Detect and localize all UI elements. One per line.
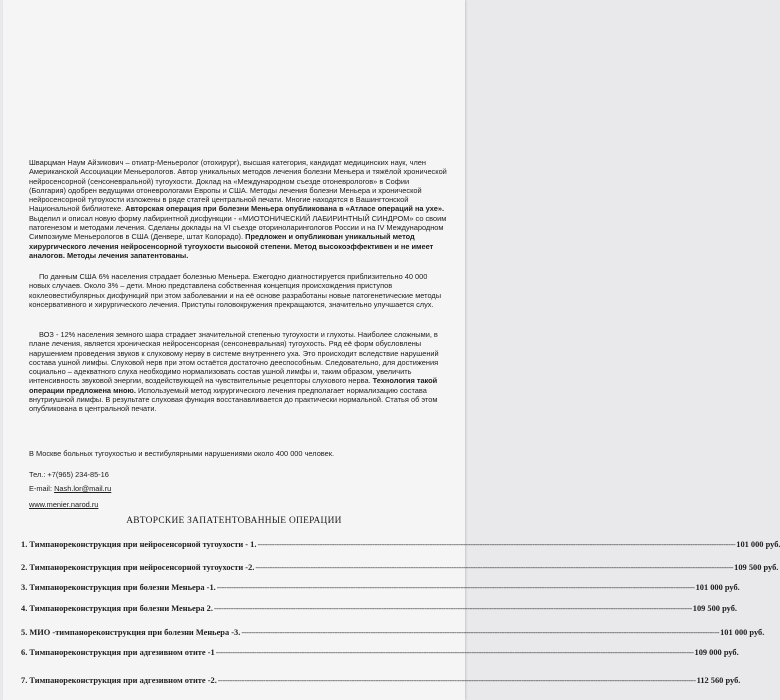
email-line	[29, 484, 111, 493]
operation-price: 109 500 руб.	[734, 563, 779, 572]
operation-name: 3. Тимпанореконструкция при болезни Меньера -1.	[21, 583, 216, 592]
operations-heading: АВТОРСКИЕ ЗАПАТЕНТОВАННЫЕ ОПЕРАЦИИ	[126, 516, 342, 526]
operation-row	[21, 676, 741, 686]
website-line	[29, 500, 98, 509]
email-link[interactable]: Nash.lor@mail.ru	[54, 484, 112, 493]
meniere-statistics-paragraph	[29, 272, 447, 309]
operation-row	[21, 604, 737, 614]
text-run: ВОЗ - 12% населения земного шара страдает значительной степенью тугоухости и глухоты. Наиболее сложными, в плане лечения, является хроническая нейросенсорная (сенсоневральная) тугоухость. Ряд её форм обусловлены нарушением проведения звуков к слуховому нерву в системе внутреннего уха. Это происходит вследствие нарушений состава ушной лимфы. Слуховой нерв при этом остаётся достаточно дееспособным. Следовательно, для достижения социально – адекватного слуха необходимо нормализовать состав ушной лимфы и, таким образом, увеличить интенсивность звуковой энергии, воздействующей на чувствительные рецепторы слухового нерва.	[29, 330, 439, 386]
operation-row	[21, 648, 739, 658]
dot-leader: --------------------------------------------------------------------------------------------------------------------------------------------------------------------------------------------------------	[241, 628, 720, 637]
operation-name: 4. Тимпанореконструкция при болезни Меньера 2.	[21, 604, 213, 613]
operation-price: 101 000 руб.	[720, 628, 765, 637]
operation-name: 2. Тимпанореконструкция при нейросенсорной тугоухости -2.	[21, 563, 255, 572]
hearing-loss-paragraph	[29, 330, 447, 414]
bold-text-run: Технология такой операции предложена мною.	[29, 376, 438, 395]
dot-leader: --------------------------------------------------------------------------------------------------------------------------------------------------------------------------------------------------------	[216, 583, 695, 592]
text-run: Выделил и описал новую форму лабиринтной дисфункции - «МИОТОНИЧЕСКИЙ ЛАБИРИНТНЫЙ СИНДРОМ» со своим патогенезом и методами лечения. Сделаны доклады на VI съезде оториноларингологов России и на IV Международном Симпозиуме Меньерологов в США (Денвере, штат Колорадо).	[29, 213, 447, 242]
operation-name: 6. Тимпанореконструкция при адгезивном отите -1	[21, 648, 215, 657]
text-run: Шварцман Наум Айзикович – отиатр-Меньеролог (отохирург), высшая категория, кандидат медицинских наук, член Американской Ассоциации Меньерологов. Автор уникальных методов лечения болезни Меньера и тяжёлой хронической нейросенсорной (сенсоневральной) тугоухости. Доклад на «Международном съезде отоневрологов» в Софии (Болгария) одобрен ведущими отоневрологами Европы и США. Методы лечения болезни Меньера и хронической нейросенсорной тугоухости изложены в ряде статей центральной печати. Многие находятся в Вашингтонской Национальной библиотеке.	[29, 158, 447, 214]
operation-price: 109 500 руб.	[692, 604, 737, 613]
operation-row	[21, 563, 779, 573]
operation-price: 101 000 руб.	[736, 540, 780, 549]
text-run: В Москве больных тугоухостью и вестибулярными нарушениями около 400 000 человек.	[29, 449, 335, 458]
document-page	[3, 0, 780, 700]
website-link[interactable]: www.menier.narod.ru	[29, 500, 99, 509]
dot-leader: --------------------------------------------------------------------------------------------------------------------------------------------------------------------------------------------------------	[217, 676, 696, 685]
operation-name: 1. Тимпанореконструкция при нейросенсорной тугоухости - 1.	[21, 540, 257, 549]
doctor-bio-paragraph	[29, 158, 447, 260]
operation-price: 112 560 руб.	[696, 676, 741, 685]
phone-line: Тел.: +7(965) 234-85-16	[29, 470, 109, 479]
dot-leader: --------------------------------------------------------------------------------------------------------------------------------------------------------------------------------------------------------	[257, 540, 736, 549]
operation-row	[21, 583, 740, 593]
operation-name: 7. Тимпанореконструкция при адгезивном отите -2.	[21, 676, 217, 685]
operation-price: 101 000 руб.	[695, 583, 740, 592]
bold-text-run: Предложен и опубликован уникальный метод хирургического лечения нейросенсорной тугоухости высокой степени. Метод высокоэффективен и не имеет аналогов. Методы лечения запатентованы.	[29, 232, 434, 260]
operation-row	[21, 540, 780, 550]
moscow-patients-paragraph	[29, 449, 447, 458]
operation-price: 109 000 руб.	[694, 648, 739, 657]
operation-row	[21, 628, 765, 638]
operation-name: 5. МИО -тимпанореконструкция при болезни Меньера -3.	[21, 628, 241, 637]
dot-leader: --------------------------------------------------------------------------------------------------------------------------------------------------------------------------------------------------------	[215, 648, 694, 657]
email-label: E-mail:	[29, 484, 55, 493]
dot-leader: --------------------------------------------------------------------------------------------------------------------------------------------------------------------------------------------------------	[213, 604, 692, 613]
text-run: Используемый метод хирургического лечения предполагает нормализацию состава внутриушной лимфы. В результате слуховая функция восстанавливается до практически нормальной. Статья об этом опубликована в центральной печати.	[29, 385, 438, 414]
text-run: По данным США 6% населения страдает болезнью Меньера. Ежегодно диагностируется приблизительно 40 000 новых случаев. Около 3% – дети. Мною представлена собственная концепция происхождения приступов кохлеовестибулярных дисфункций при этом заболевании и на её основе разработаны новые патогенетические методы консервативного и хирургического лечения. Приступы головокружения прекращаются, значительно улучшается слух.	[29, 272, 442, 309]
dot-leader: --------------------------------------------------------------------------------------------------------------------------------------------------------------------------------------------------------	[255, 563, 734, 572]
bold-text-run: Авторская операция при болезни Меньера опубликована в «Атласе операций на ухе».	[125, 204, 444, 214]
